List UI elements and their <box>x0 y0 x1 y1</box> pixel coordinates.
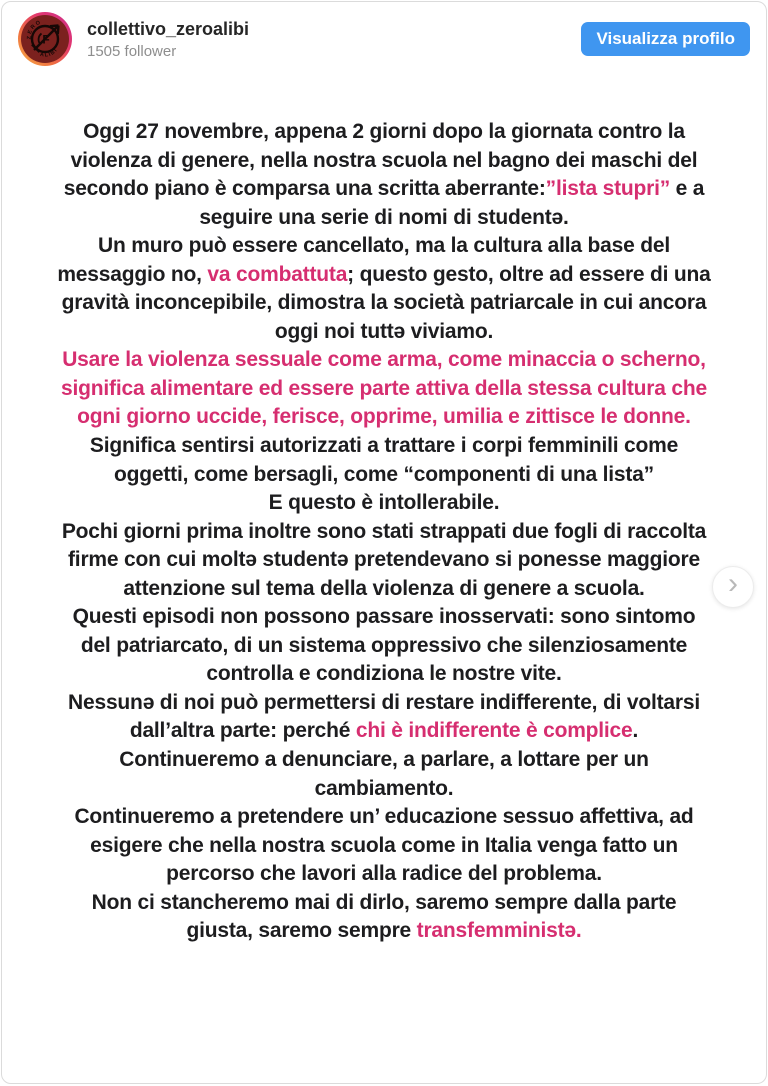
avatar-inner <box>21 15 69 63</box>
text-segment: Nessunə di noi può permettersi di restare indifferente, di voltarsi dall’altra parte: perché <box>68 690 700 743</box>
post-paragraph-9 <box>56 803 712 889</box>
identity-block <box>87 18 249 60</box>
post-paragraph-6 <box>56 603 712 689</box>
avatar-bottom-text: ALIBI <box>39 47 60 59</box>
post-paragraph-5 <box>56 518 712 604</box>
post-text <box>56 118 712 946</box>
post-paragraph-3 <box>56 346 712 489</box>
post-paragraph-7 <box>56 689 712 746</box>
post-paragraph-8 <box>56 746 712 803</box>
username[interactable]: collettivo_zeroalibi <box>87 19 250 40</box>
follower-count: 1505 follower <box>87 42 177 60</box>
text-segment: Significa sentirsi autorizzati a trattare i corpi femminili come oggetti, come bersagli, come “componenti di una lista” <box>89 434 679 486</box>
post-paragraph-2 <box>56 232 712 346</box>
avatar-center-letter: F <box>42 32 50 47</box>
highlighted-text-segment: va combattuta <box>207 262 348 286</box>
post-paragraph-4 <box>56 489 712 518</box>
svg-text:ALIBI <box>39 47 59 58</box>
text-segment: ; questo gesto, oltre ad essere di una gravità inconcepibile, dimostra la società patriarcale in cui ancora oggi noi tuttə viviamo. <box>61 262 711 343</box>
text-segment: Pochi giorni prima inoltre sono stati strappati due fogli di raccolta firme con cui moltə studentə pretendevano si ponesse maggiore attenzione sul tema della violenza di genere a scuola. <box>61 519 707 600</box>
highlighted-text-segment: transfemministə. <box>416 919 582 943</box>
post-paragraph-1 <box>56 118 712 232</box>
svg-text:ZERO <box>27 19 43 39</box>
text-segment: . <box>632 719 639 743</box>
post-paragraph-10 <box>56 889 712 946</box>
avatar[interactable] <box>18 12 72 66</box>
highlighted-text-segment: ”lista stupri” <box>545 177 671 201</box>
highlighted-text-segment: Usare la violenza sessuale come arma, come minaccia o scherno, significa alimentare ed essere parte attiva della stessa cultura che ogni giorno uccide, ferisce, opprime, umilia e zittisce le donne. <box>61 348 707 429</box>
embed-header <box>2 2 766 74</box>
view-profile-button[interactable]: Visualizza profilo <box>581 22 750 56</box>
text-segment: Questi episodi non possono passare inosservati: sono sintomo del patriarcato, di un sistema oppressivo che silenziosamente controlla e condiziona le nostre vite. <box>72 605 696 686</box>
collective-logo-icon <box>21 15 69 63</box>
chevron-right-icon: › <box>728 567 738 600</box>
post-media <box>2 74 766 976</box>
text-segment: Continueremo a denunciare, a parlare, a lottare per un cambiamento. <box>119 748 649 800</box>
text-segment: Continueremo a pretendere un’ educazione sessuo affettiva, ad esigere che nella nostra scuola come in Italia venga fatto un percorso che lavori alla radice del problema. <box>74 805 694 886</box>
carousel-next-button[interactable] <box>712 566 754 608</box>
text-segment: Oggi 27 novembre, appena 2 giorni dopo la giornata contro la violenza di genere, nella nostra scuola nel bagno dei maschi del secondo piano è comparsa una scritta aberrante: <box>63 120 698 201</box>
text-segment: e a seguire una serie di nomi di studentə. <box>199 177 705 229</box>
text-segment: Non ci stancheremo mai di dirlo, saremo sempre dalla parte giusta, saremo sempre <box>91 890 677 943</box>
instagram-embed-card <box>1 1 767 1084</box>
text-segment: E questo è intollerabile. <box>268 491 500 515</box>
highlighted-text-segment: chi è indifferente è complice <box>355 719 633 743</box>
avatar-top-text: ZERO <box>26 19 43 40</box>
text-segment: Un muro può essere cancellato, ma la cultura alla base del messaggio no, <box>57 234 670 286</box>
